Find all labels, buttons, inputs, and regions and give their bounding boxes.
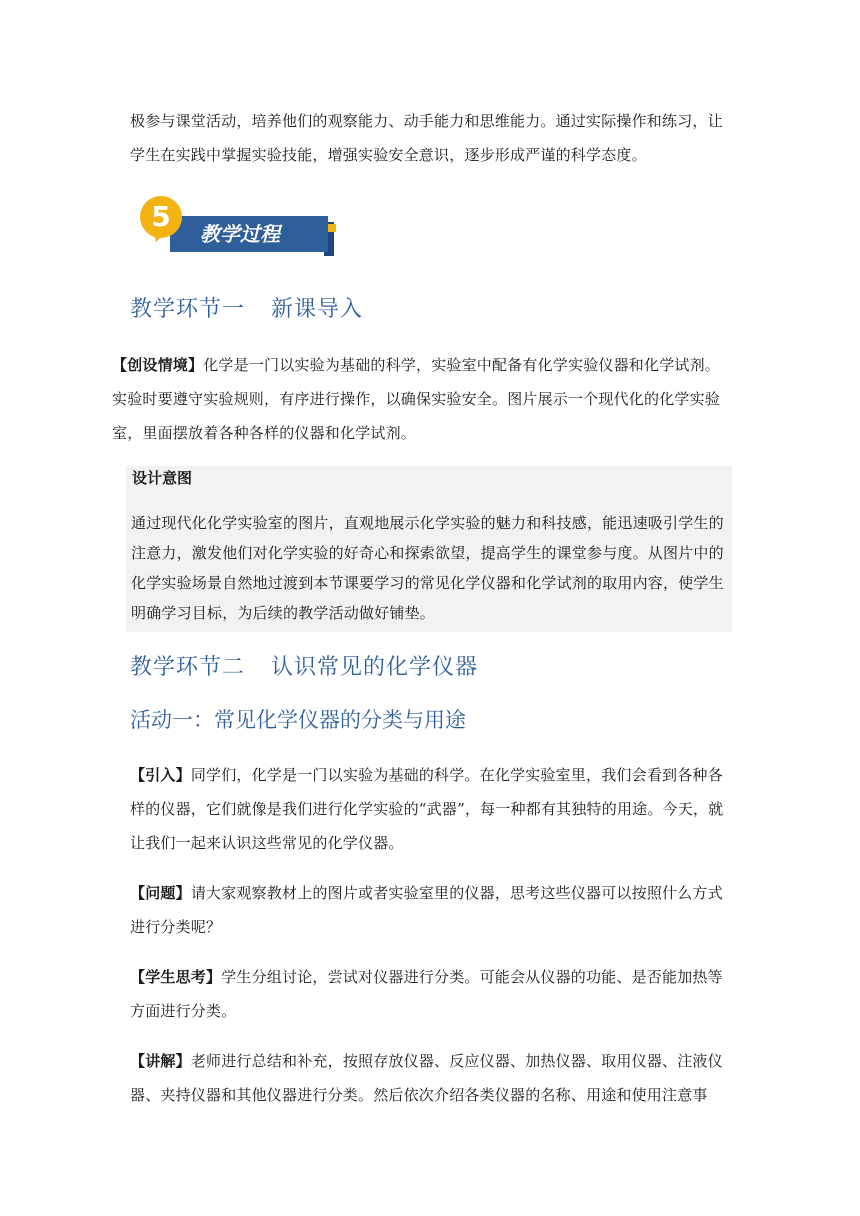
explain-block-line-2: 器、夹持仪器和其他仪器进行分类。然后依次介绍各类仪器的名称、用途和使用注意事 xyxy=(130,1086,708,1104)
situation-text-1: 化学是一门以实验为基础的科学，实验室中配备有化学实验仪器和化学试剂。 xyxy=(203,356,721,374)
intro-block-text-1: 同学们，化学是一门以实验为基础的科学。在化学实验室里，我们会看到各种各 xyxy=(190,766,723,784)
section-number: 5 xyxy=(140,196,182,238)
activity-title: 活动一：常见化学仪器的分类与用途 xyxy=(130,708,466,732)
thinking-block-text-1: 学生分组讨论，尝试对仪器进行分类。可能会从仪器的功能、是否能加热等 xyxy=(221,968,723,986)
question-block-label: 【问题】 xyxy=(130,884,191,902)
design-line-1: 通过现代化化学实验室的图片，直观地展示化学实验的魅力和科技感，能迅速吸引学生的 xyxy=(131,514,724,532)
intro-line-1: 极参与课堂活动，培养他们的观察能力、动手能力和思维能力。通过实际操作和练习，让 xyxy=(130,112,723,130)
intro-line-2: 学生在实践中掌握实验技能，增强实验安全意识，逐步形成严谨的科学态度。 xyxy=(130,146,647,164)
intro-block-label: 【引入】 xyxy=(130,766,191,784)
thinking-block-label: 【学生思考】 xyxy=(130,968,222,986)
question-block-text-1: 请大家观察教材上的图片或者实验室里的仪器，思考这些仪器可以按照什么方式 xyxy=(190,884,723,902)
design-intent-box xyxy=(126,466,732,632)
situation-label: 【创设情境】 xyxy=(112,356,204,374)
design-line-2: 注意力，激发他们对化学实验的好奇心和探索欲望，提高学生的课堂参与度。从图片中的 xyxy=(131,544,724,562)
intro-block-line-2: 样的仪器，它们就像是我们进行化学实验的“武器”，每一种都有其独特的用途。今天，就 xyxy=(130,800,724,818)
badge-accent-square xyxy=(328,224,336,232)
section-badge xyxy=(140,196,340,260)
design-line-3: 化学实验场景自然地过渡到本节课要学习的常见化学仪器和化学试剂的取用内容，使学生 xyxy=(131,574,724,592)
design-intent-title: 设计意图 xyxy=(132,469,193,487)
stage1-heading xyxy=(130,292,363,323)
section-title: 教学过程 xyxy=(200,222,280,246)
situation-line-1 xyxy=(112,350,720,380)
stage2-heading-index: 教学环节二 xyxy=(130,655,246,680)
explain-block-text-1: 老师进行总结和补充，按照存放仪器、反应仪器、加热仪器、取用仪器、注液仪 xyxy=(190,1052,723,1070)
explain-block-line-1 xyxy=(130,1046,723,1076)
design-line-4: 明确学习目标，为后续的教学活动做好铺垫。 xyxy=(131,604,436,622)
thinking-block-line-2: 方面进行分类。 xyxy=(130,1002,237,1020)
design-intent-text xyxy=(131,508,731,628)
intro-block-line-3: 让我们一起来认识这些常见的化学仪器。 xyxy=(130,834,404,852)
explain-block-label: 【讲解】 xyxy=(130,1052,191,1070)
stage2-heading-title: 认识常见的化学仪器 xyxy=(271,655,479,680)
thinking-block-line-1 xyxy=(130,962,723,992)
question-block-line-2: 进行分类呢？ xyxy=(130,918,222,936)
question-block-line-1 xyxy=(130,878,723,908)
situation-line-3: 室，里面摆放着各种各样的仪器和化学试剂。 xyxy=(112,424,417,442)
situation-line-2: 实验时要遵守实验规则，有序进行操作，以确保实验安全。图片展示一个现代化的化学实验 xyxy=(112,390,721,408)
stage1-heading-index: 教学环节一 xyxy=(130,297,246,322)
intro-block-line-1 xyxy=(130,760,723,790)
stage2-heading xyxy=(130,650,478,681)
stage1-heading-title: 新课导入 xyxy=(271,297,364,322)
